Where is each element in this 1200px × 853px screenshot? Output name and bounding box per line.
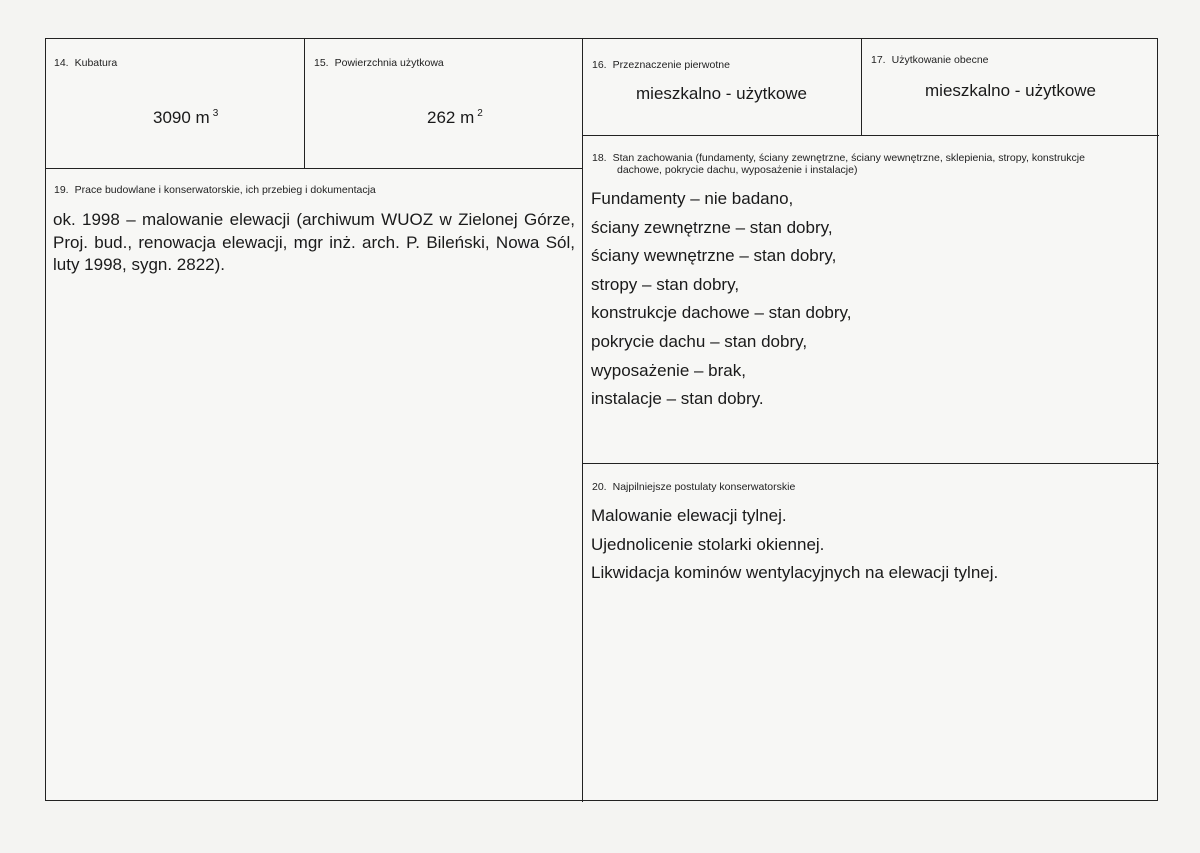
field-number: 17. [871,54,886,66]
value-text: 262 m [427,108,475,127]
field-label [314,57,444,70]
works-text-line: Proj. bud., renowacja elewacji, mgr inż. arch. P. Bileński, Nowa Sól, [53,232,575,252]
condition-line: pokrycie dachu – stan dobry, [591,331,808,351]
field-label [592,481,795,494]
condition-line: ściany wewnętrzne – stan dobry, [591,246,837,266]
field-label [54,57,117,70]
kubatura-value [153,108,218,128]
uzytkowanie-value: mieszkalno - użytkowe [925,81,1097,100]
condition-line: konstrukcje dachowe – stan dobry, [591,303,852,323]
field-number: 19. [54,184,69,196]
works-text-line: luty 1998, sygn. 2822). [53,255,226,274]
field-label [871,54,989,67]
field-label-text: Powierzchnia użytkowa [334,57,444,69]
field-stan-zachowania [583,136,1159,463]
unit-superscript: 2 [477,108,483,120]
field-label [54,184,376,197]
postulate-line: Ujednolicenie stolarki okiennej. [591,534,825,554]
field-powierzchnia [305,39,582,169]
value-text: 3090 m [153,108,210,127]
field-przeznaczenie-pierwotne [583,39,861,136]
unit-superscript: 3 [212,108,219,120]
field-label-text: Najpilniejsze postulaty konserwatorskie [612,481,796,493]
field-number: 16. [592,59,607,71]
field-label-text: Przeznaczenie pierwotne [612,59,730,71]
works-text-line: ok. 1998 – malowanie elewacji (archiwum WUOZ w Zielonej Górze, [53,210,575,229]
condition-line: Fundamenty – nie badano, [591,189,794,208]
condition-line: wyposażenie – brak, [591,360,746,380]
field-prace-budowlane [46,169,582,802]
przeznaczenie-value: mieszkalno - użytkowe [636,84,808,103]
powierzchnia-value [427,108,483,128]
field-label-text: Kubatura [74,57,118,69]
condition-line: stropy – stan dobry, [591,274,740,294]
postulates-list [591,502,998,588]
postulate-line: Malowanie elewacji tylnej. [591,506,787,525]
field-label-text: Prace budowlane i konserwatorskie, ich przebieg i dokumentacja [74,184,376,196]
field-number: 15. [314,57,329,69]
works-description [53,209,575,277]
field-label-text: Stan zachowania (fundamenty, ściany zewnętrzne, ściany wewnętrzne, sklepienia, stropy, konstrukcje [612,152,1085,164]
field-kubatura [46,39,304,169]
field-postulaty [583,464,1159,802]
field-label-text: Użytkowanie obecne [891,54,989,66]
field-number: 14. [54,57,69,69]
field-number: 20. [592,481,607,493]
condition-line: instalacje – stan dobry. [591,389,764,409]
record-form [45,38,1158,801]
condition-list [591,185,852,414]
field-label-continuation: dachowe, pokrycie dachu, wyposażenie i instalacje) [617,164,858,176]
postulate-line: Likwidacja kominów wentylacyjnych na elewacji tylnej. [591,563,999,583]
condition-line: ściany zewnętrzne – stan dobry, [591,217,833,237]
field-number: 18. [592,152,607,164]
field-uzytkowanie-obecne [862,39,1159,136]
field-label [592,59,730,72]
